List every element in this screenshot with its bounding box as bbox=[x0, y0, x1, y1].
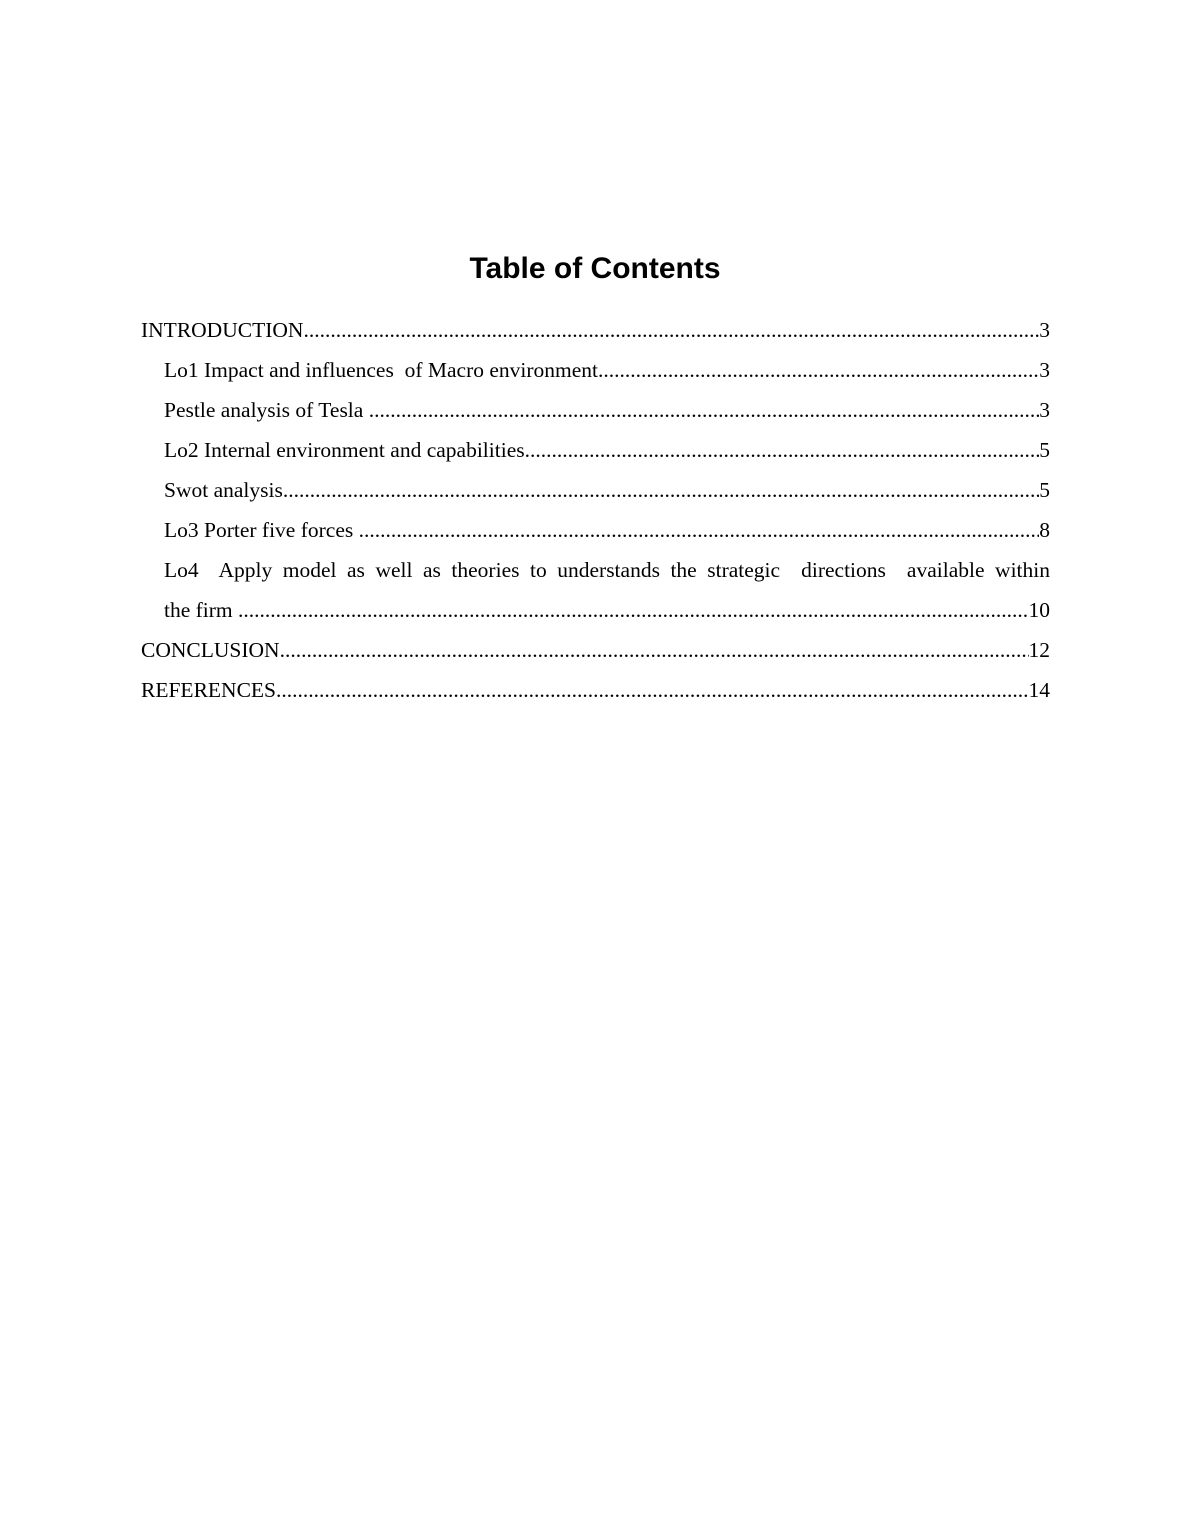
dot-leader bbox=[303, 310, 1039, 350]
toc-entry-swot[interactable] bbox=[141, 470, 1050, 510]
toc-entry-page-number: 3 bbox=[1039, 398, 1050, 422]
toc-entry-conclusion[interactable] bbox=[141, 630, 1050, 670]
toc-entry-page-number: 3 bbox=[1039, 358, 1050, 382]
toc-entry-page-number: 5 bbox=[1039, 438, 1050, 462]
toc-entry-label: INTRODUCTION bbox=[141, 318, 304, 342]
toc-entry-label: Lo1 Impact and influences of Macro environment bbox=[164, 358, 599, 382]
toc-entry-page-number: 8 bbox=[1039, 518, 1050, 542]
toc-entry-page-number: 10 bbox=[1028, 598, 1050, 622]
toc-entry-label: CONCLUSION bbox=[141, 638, 280, 662]
toc-entry-lo3[interactable] bbox=[141, 510, 1050, 550]
toc-entry-references[interactable] bbox=[141, 670, 1050, 710]
toc-entry-lo4[interactable] bbox=[141, 550, 1050, 630]
dot-leader bbox=[359, 510, 1040, 550]
toc-entry-page-number: 14 bbox=[1028, 678, 1050, 702]
toc-entry-page-number: 3 bbox=[1039, 318, 1050, 342]
toc-title: Table of Contents bbox=[469, 252, 721, 285]
dot-leader bbox=[369, 390, 1040, 430]
toc-entry-label-line1: Lo4 Apply model as well as theories to understands the strategic directions available within bbox=[164, 558, 1050, 582]
toc-entry-label: Lo3 Porter five forces bbox=[164, 518, 359, 542]
toc-entry-label: Pestle analysis of Tesla bbox=[164, 398, 369, 422]
toc-list bbox=[141, 310, 1050, 710]
toc-entry-introduction[interactable] bbox=[141, 310, 1050, 350]
toc-entry-page-number: 5 bbox=[1039, 478, 1050, 502]
dot-leader bbox=[276, 670, 1029, 710]
dot-leader bbox=[283, 470, 1039, 510]
toc-entry-label: the firm bbox=[164, 598, 239, 622]
dot-leader bbox=[525, 430, 1040, 470]
toc-entry-lo1[interactable] bbox=[141, 350, 1050, 390]
toc-entry-label: Swot analysis bbox=[164, 478, 283, 502]
toc-entry-lo2[interactable] bbox=[141, 430, 1050, 470]
dot-leader bbox=[598, 350, 1039, 390]
dot-leader bbox=[280, 630, 1029, 670]
toc-entry-page-number: 12 bbox=[1028, 638, 1050, 662]
toc-entry-label: REFERENCES bbox=[141, 678, 276, 702]
toc-entry-pestle[interactable] bbox=[141, 390, 1050, 430]
toc-entry-label: Lo2 Internal environment and capabilities bbox=[164, 438, 525, 462]
dot-leader bbox=[238, 590, 1028, 630]
